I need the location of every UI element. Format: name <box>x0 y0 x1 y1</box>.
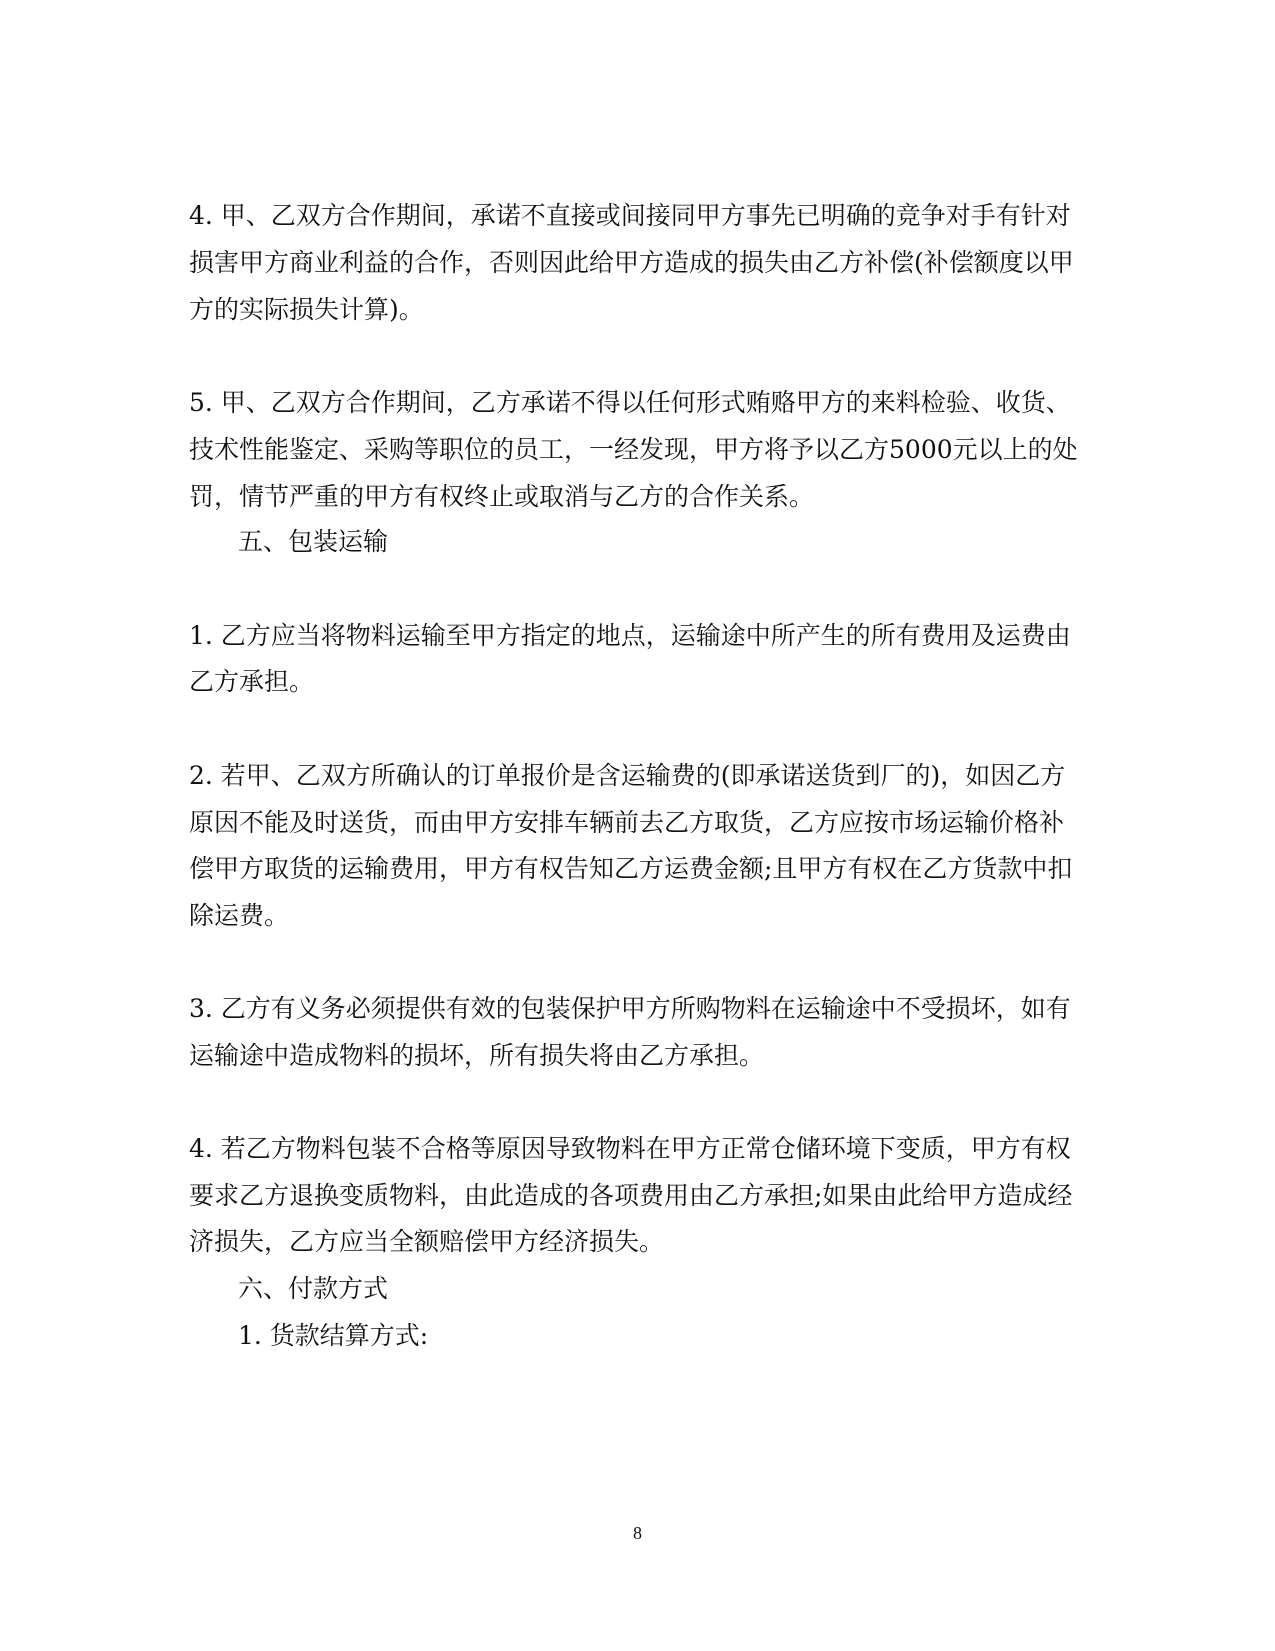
paragraph-4-line-1: 4. 甲、乙双方合作期间，承诺不直接或间接同甲方事先已明确的竞争对手有针对 <box>189 201 1071 230</box>
packaging-item-1-line-2: 乙方承担。 <box>189 667 315 696</box>
packaging-item-3-line-2: 运输途中造成物料的损坏，所有损失将由乙方承担。 <box>189 1041 765 1070</box>
packaging-item-2-line-3: 偿甲方取货的运输费用，甲方有权告知乙方运费金额;且甲方有权在乙方货款中扣 <box>189 854 1073 883</box>
packaging-item-2-line-4: 除运费。 <box>189 901 290 930</box>
paragraph-4-line-3: 方的实际损失计算)。 <box>189 295 424 324</box>
packaging-item-4-line-3: 济损失，乙方应当全额赔偿甲方经济损失。 <box>189 1227 665 1256</box>
packaging-item-2-line-2: 原因不能及时送货，而由甲方安排车辆前去乙方取货，乙方应按市场运输价格补 <box>189 808 1065 837</box>
section-heading-payment: 六、付款方式 <box>238 1274 389 1303</box>
paragraph-4-line-2: 损害甲方商业利益的合作，否则因此给甲方造成的损失由乙方补偿(补偿额度以甲 <box>189 248 1074 277</box>
section-heading-packaging: 五、包装运输 <box>238 527 389 556</box>
payment-subheading: 1. 货款结算方式: <box>238 1321 429 1350</box>
packaging-item-4-line-2: 要求乙方退换变质物料，由此造成的各项费用由乙方承担;如果由此给甲方造成经 <box>189 1181 1073 1210</box>
packaging-item-3-line-1: 3. 乙方有义务必须提供有效的包装保护甲方所购物料在运输途中不受损坏，如有 <box>189 994 1071 1023</box>
paragraph-5-line-2: 技术性能鉴定、采购等职位的员工，一经发现，甲方将予以乙方5000元以上的处 <box>189 435 1078 464</box>
packaging-item-1-line-1: 1. 乙方应当将物料运输至甲方指定的地点，运输途中所产生的所有费用及运费由 <box>189 621 1071 650</box>
page-number: 8 <box>633 1523 642 1543</box>
paragraph-5-line-1: 5. 甲、乙双方合作期间，乙方承诺不得以任何形式贿赂甲方的来料检验、收货、 <box>189 388 1071 417</box>
paragraph-5-line-3: 罚，情节严重的甲方有权终止或取消与乙方的合作关系。 <box>189 482 815 511</box>
packaging-item-4-line-1: 4. 若乙方物料包装不合格等原因导致物料在甲方正常仓储环境下变质，甲方有权 <box>189 1134 1071 1163</box>
packaging-item-2-line-1: 2. 若甲、乙双方所确认的订单报价是含运输费的(即承诺送货到厂的)，如因乙方 <box>189 761 1066 790</box>
